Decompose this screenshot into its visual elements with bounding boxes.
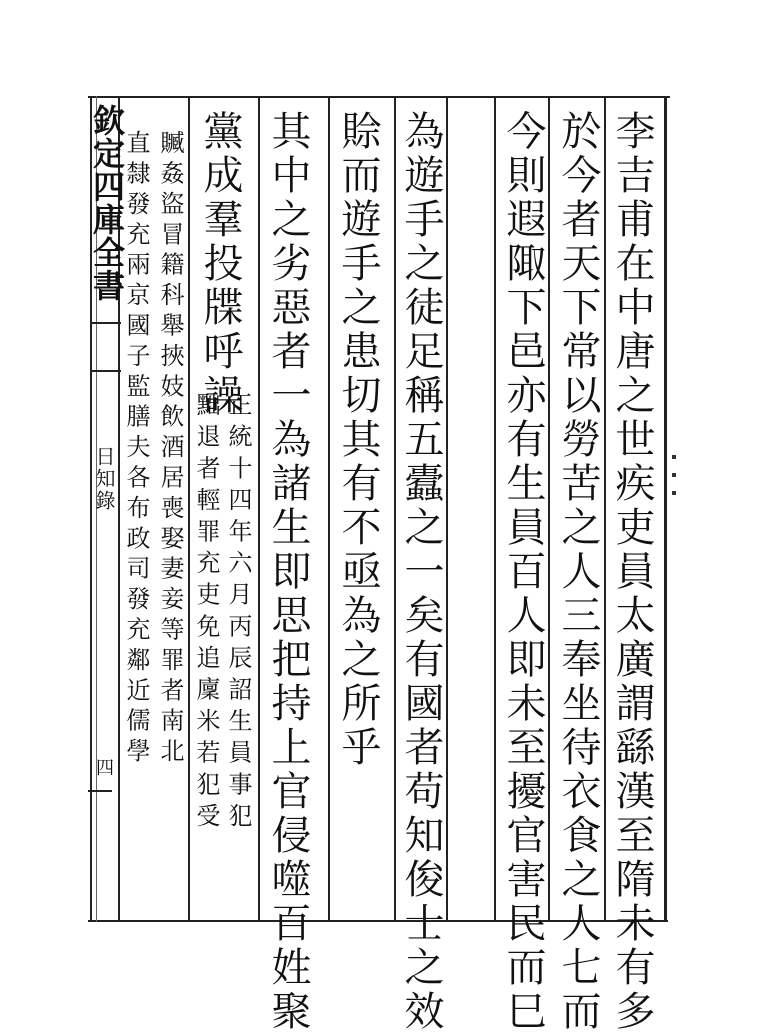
column-divider	[258, 98, 260, 920]
gutter-fish-tail	[91, 322, 121, 372]
gutter-book-title: 日知錄	[92, 446, 116, 512]
gutter-page-number: 四	[93, 758, 114, 776]
text-column-2: 於今者天下常以勞苦之人三奉坐待衣食之人七而	[555, 110, 601, 1034]
text-column-5: 賒而遊手之患切其有不亟為之所乎	[335, 110, 381, 770]
column-divider	[548, 98, 550, 920]
annotation-column-c: 贓姦盜冒籍科舉挾妓飲酒居喪娶妻妾等罪者南北	[156, 130, 184, 769]
text-column-3: 今則遐陬下邑亦有生員百人即未至擾官害民而巳	[500, 110, 546, 1034]
gutter-tick-mark	[88, 790, 112, 792]
text-column-4: 為遊手之徒足稱五蠹之一矣有國者苟知俊士之效	[398, 110, 444, 1034]
frame-right-border	[664, 96, 667, 922]
column-divider	[394, 98, 396, 920]
margin-marks	[672, 455, 678, 515]
column-divider	[188, 98, 190, 920]
annotation-column-b: 黜退者輕罪充吏免追廩米若犯受	[192, 392, 220, 835]
text-column-7: 黨成羣投牒呼譟	[197, 110, 243, 418]
column-divider	[328, 98, 330, 920]
text-column-1: 李吉甫在中唐之世疾吏員太廣謂繇漢至隋未有多	[609, 110, 655, 1034]
annotation-column-d: 直隸發充兩京國子監膳夫各布政司發充鄰近儒學	[122, 130, 150, 769]
column-divider	[446, 98, 448, 920]
gutter-series-title: 欽定四庫全書	[88, 104, 126, 302]
column-divider	[604, 98, 606, 920]
annotation-column-a: 正統十四年六月丙辰詔生員事犯	[224, 392, 252, 835]
text-column-6: 其中之劣惡者一為諸生即思把持上官侵噬百姓聚	[265, 110, 311, 1034]
column-divider	[494, 98, 496, 920]
frame-top-border	[88, 96, 670, 98]
